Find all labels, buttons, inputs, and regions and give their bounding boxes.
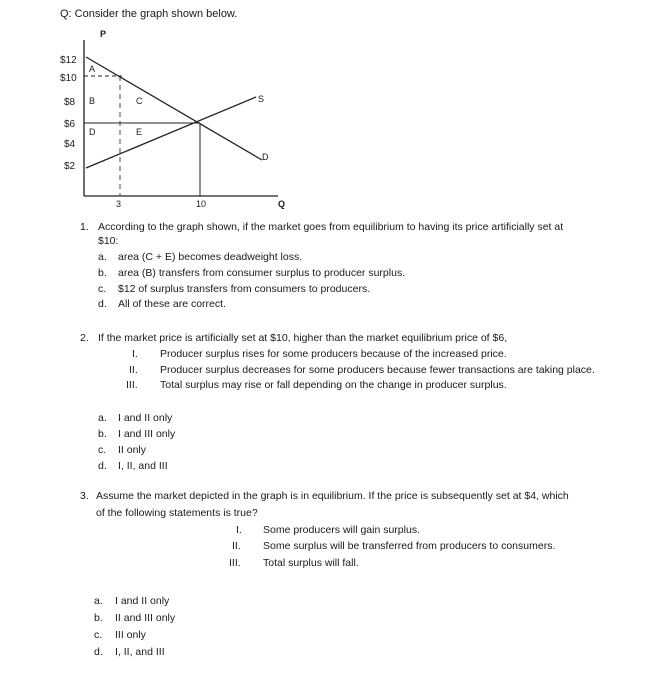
q2-option-b-text: I and III only [118, 428, 176, 440]
q2-statement-1-text: Producer surplus rises for some producers because of the increased price. [160, 348, 507, 360]
price-tick-6: $6 [64, 119, 76, 130]
q3-statement-3-text: Total surplus will fall. [263, 557, 359, 569]
q1-option-a-text: area (C + E) becomes deadweight loss. [118, 251, 303, 263]
q-axis-label: Q [278, 199, 286, 209]
area-label-b: B [89, 96, 96, 106]
demand-curve [86, 57, 265, 160]
q3-option-c-letter: c. [94, 629, 103, 641]
price-tick-8: $8 [64, 97, 76, 108]
q2-statement-2-text: Producer surplus decreases for some producers because fewer transactions are taking place. [160, 364, 595, 376]
q2-statement-1-numeral: I. [132, 348, 138, 360]
q1-number: 1. [80, 221, 89, 233]
price-tick-12: $12 [60, 55, 77, 66]
area-label-e: E [136, 127, 143, 137]
price-tick-4: $4 [64, 139, 76, 150]
q1-stem-line1: According to the graph shown, if the market goes from equilibrium to having its price artificially set at [98, 221, 564, 233]
q1-option-a-letter: a. [98, 251, 107, 263]
q3-stem-line1: Assume the market depicted in the graph is in equilibrium. If the price is subsequently set at $4, which [96, 490, 569, 502]
q2-stem: If the market price is artificially set at $10, higher than the market equilibrium price of $6, [98, 332, 508, 344]
q3-statement-2-text: Some surplus will be transferred from producers to consumers. [263, 540, 556, 552]
price-tick-2: $2 [64, 161, 76, 172]
q3-option-b-letter: b. [94, 612, 103, 624]
q3-statement-1-numeral: I. [236, 524, 242, 536]
area-label-a: A [89, 64, 96, 74]
q1-stem-line2: $10: [98, 235, 119, 247]
q2-option-b-letter: b. [98, 428, 107, 440]
quantity-tick-10: 10 [196, 199, 207, 209]
q3-stem-line2: of the following statements is true? [96, 507, 258, 519]
q3-option-a-text: I and II only [115, 595, 170, 607]
area-label-d: D [89, 127, 96, 137]
q2-statement-3-text: Total surplus may rise or fall depending on the change in producer surplus. [160, 379, 507, 391]
area-label-c: C [136, 96, 143, 106]
q3-statement-2-numeral: II. [232, 540, 241, 552]
demand-label: D [262, 152, 269, 162]
q3-option-d-letter: d. [94, 646, 103, 658]
q2-option-d-text: I, II, and III [118, 460, 168, 472]
q2-option-c-letter: c. [98, 444, 107, 456]
q2-statement-2-numeral: II. [129, 364, 138, 376]
q1-option-b-letter: b. [98, 267, 107, 279]
quantity-tick-3: 3 [116, 199, 122, 209]
q1-option-c-letter: c. [98, 283, 107, 295]
q2-option-d-letter: d. [98, 460, 107, 472]
q3-option-d-text: I, II, and III [115, 646, 165, 658]
q2-option-a-letter: a. [98, 412, 107, 424]
q1-option-b-text: area (B) transfers from consumer surplus to producer surplus. [118, 267, 406, 279]
supply-label: S [258, 94, 265, 104]
q3-option-a-letter: a. [94, 595, 103, 607]
q1-option-c-text: $12 of surplus transfers from consumers to producers. [118, 283, 371, 295]
price-tick-10: $10 [60, 73, 77, 84]
q3-statement-1-text: Some producers will gain surplus. [263, 524, 420, 536]
q3-statement-3-numeral: III. [229, 557, 241, 569]
q2-statement-3-numeral: III. [126, 379, 138, 391]
q2-option-a-text: I and II only [118, 412, 173, 424]
question-header: Q: Consider the graph shown below. [60, 8, 238, 20]
q3-option-b-text: II and III only [115, 612, 176, 624]
supply-curve [86, 97, 256, 168]
supply-demand-graph [0, 0, 300, 210]
q2-number: 2. [80, 332, 89, 344]
q1-option-d-letter: d. [98, 298, 107, 310]
q2-option-c-text: II only [118, 444, 147, 456]
q1-option-d-text: All of these are correct. [118, 298, 226, 310]
p-axis-label: P [100, 29, 107, 39]
q3-option-c-text: III only [115, 629, 146, 641]
q3-number: 3. [80, 490, 89, 502]
